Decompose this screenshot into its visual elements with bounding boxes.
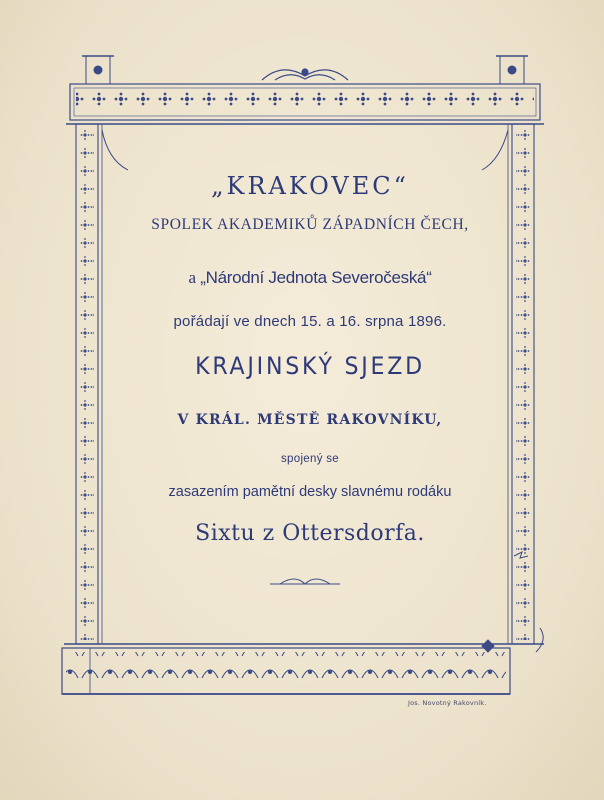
bottom-band (62, 628, 544, 694)
plaque-line: zasazením pamětní desky slavnému rodáku (168, 484, 452, 500)
dates-line: pořádají ve dnech 15. a 16. srpna 1896. (173, 313, 447, 330)
event-title: KRAJINSKÝ SJEZD (195, 352, 425, 380)
printer-imprint: Jos. Novotný Rakovník. (408, 699, 487, 707)
co-organizer-line (120, 268, 500, 288)
co-organizer-name: „Národní Jednota Severočeská“ (200, 268, 432, 287)
co-organizer-prefix: a (188, 268, 201, 287)
left-column (76, 124, 128, 644)
top-center-ornament (262, 69, 348, 80)
honoree-name: Sixtu z Ottersdorfa. (195, 521, 425, 546)
divider-ornament (270, 579, 340, 584)
association-name: SPOLEK AKADEMIKŮ ZÁPADNÍCH ČECH, (151, 216, 469, 233)
location-line: V KRÁL. MĚSTĚ RAKOVNÍKU, (177, 412, 443, 428)
connector-line: spojený se (281, 453, 339, 465)
top-band (66, 84, 544, 124)
right-column (482, 124, 534, 644)
title-krakovec: „KRAKOVEC“ (211, 172, 409, 200)
